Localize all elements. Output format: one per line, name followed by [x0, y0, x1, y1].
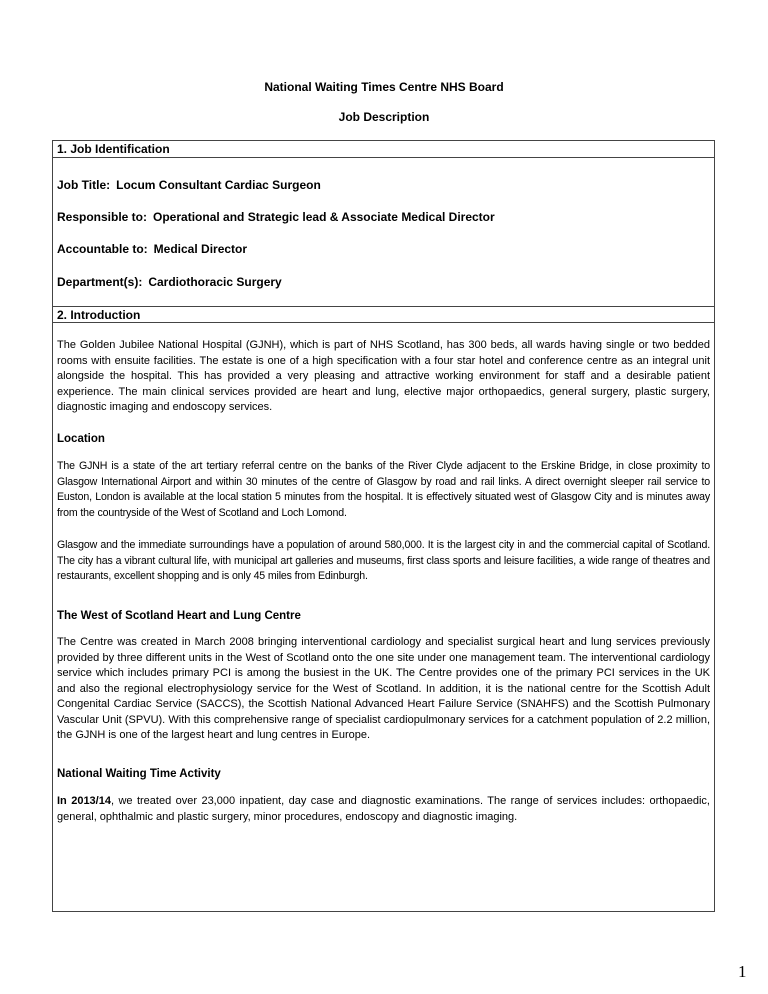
waiting-time-activity-heading: National Waiting Time Activity [57, 768, 221, 780]
waiting-time-activity-paragraph [57, 794, 710, 825]
organisation-title: National Waiting Times Centre NHS Board [264, 80, 504, 94]
responsible-to-field [57, 210, 495, 224]
department-label: Department(s): [57, 275, 143, 289]
activity-text: , we treated over 23,000 inpatient, day case and diagnostic examinations. The range of services includes: orthopaedic, general, ophthalmic and plastic surgery, minor procedures, endoscopy and diagnostic imaging. [57, 795, 710, 823]
location-heading: Location [57, 433, 105, 445]
job-title-field [57, 178, 321, 192]
heart-lung-centre-heading: The West of Scotland Heart and Lung Centre [57, 610, 301, 622]
job-title-value: Locum Consultant Cardiac Surgeon [116, 178, 321, 192]
job-title-label: Job Title: [57, 178, 111, 192]
accountable-to-label: Accountable to: [57, 242, 148, 256]
heart-lung-centre-paragraph: The Centre was created in March 2008 bringing interventional cardiology and specialist surgical heart and lung services previously provided by three different units in the West of Scotland onto the one site under one management team. The interventional cardiology service which includes primary PCI is among the busiest in the UK. The Centre provides one of the primary PCI services in the UK and also the regional electrophysiology service for the West of Scotland. In addition, it is the national centre for the Scottish Adult Congenital Cardiac Service (SACCS), the Scottish National Advanced Heart Failure Service (SNAHFS) and the Scottish Pulmonary Vascular Unit (SPVU). With this comprehensive range of specialist cardiopulmonary services for a catchment population of 2.2 million, the GJNH is one of the largest heart and lung centres in Europe. [57, 636, 710, 741]
document-type-title: Job Description [338, 110, 430, 124]
accountable-to-value: Medical Director [153, 242, 248, 256]
department-value: Cardiothoracic Surgery [148, 275, 282, 289]
location-paragraph-1: The GJNH is a state of the art tertiary referral centre on the banks of the River Clyde adjacent to the Erskine Bridge, in close proximity to Glasgow International Airport and within 30 minutes of the centre of Glasgow by road and rail links. A direct overnight sleeper rail service to Euston, London is available at the local station 5 minutes from the hospital. It is effectively situated west of Glasgow City and is minutes away from the countryside of the West of Scotland and Loch Lomond. [57, 460, 710, 519]
responsible-to-label: Responsible to: [57, 210, 148, 224]
accountable-to-field [57, 242, 247, 256]
department-field [57, 275, 282, 289]
introduction-paragraph: The Golden Jubilee National Hospital (GJNH), which is part of NHS Scotland, has 300 beds, all wards having single or two bedded rooms with ensuite facilities. The estate is one of a high specification with a four star hotel and conference centre as an integral unit alongside the hospital. This has provided a very pleasing and attractive working environment for staff and a desirable patient experience. The main clinical services provided are heart and lung, elective major orthopaedics, general surgery, plastic surgery, diagnostic imaging and endoscopy services. [57, 339, 710, 413]
activity-year-bold: In 2013/14 [57, 795, 111, 807]
section-heading-introduction: 2. Introduction [53, 306, 714, 323]
page-number: 1 [738, 962, 747, 981]
location-paragraph-2: Glasgow and the immediate surroundings have a population of around 580,000. It is the largest city in and the commercial capital of Scotland. The city has a vibrant cultural life, with municipal art galleries and museums, first class sports and leisure facilities, a wide range of theatres and restaurants, excellent shopping and is only 45 miles from Edinburgh. [57, 539, 710, 582]
job-description-table [52, 140, 715, 912]
responsible-to-value: Operational and Strategic lead & Associate Medical Director [153, 210, 495, 224]
section-heading-job-identification: 1. Job Identification [53, 141, 714, 158]
